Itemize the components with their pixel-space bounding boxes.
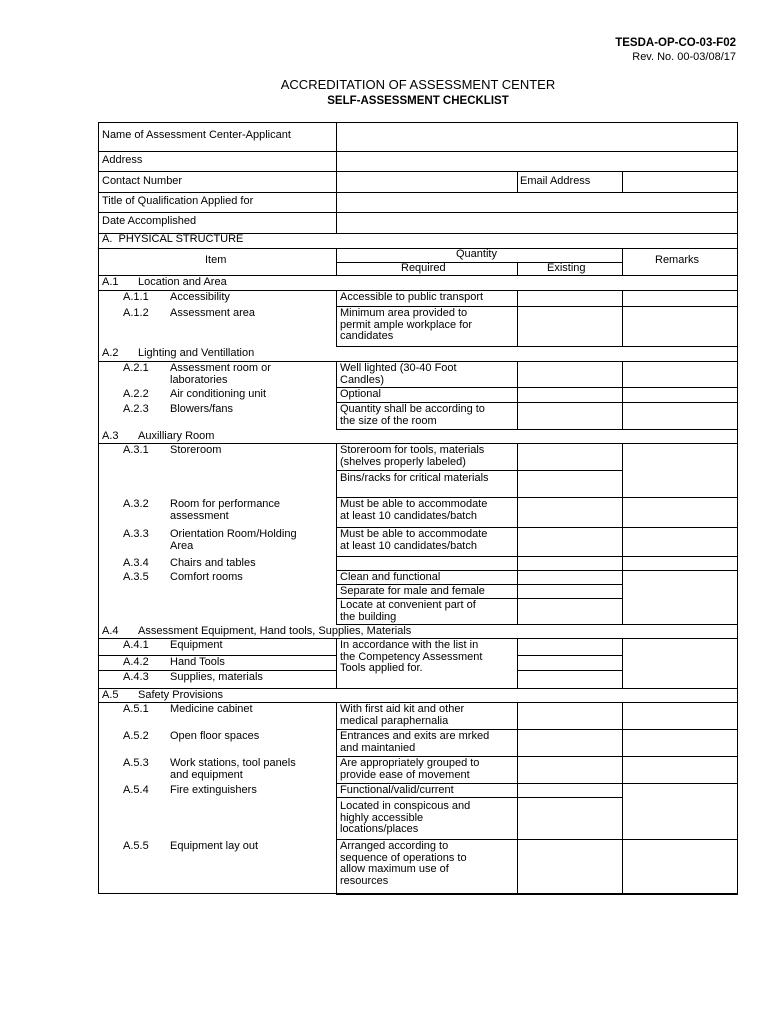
column-line xyxy=(336,570,337,624)
rule-line xyxy=(336,429,738,430)
address-label: Address xyxy=(102,154,143,166)
header-item: Item xyxy=(205,254,227,266)
contact-number-label: Contact Number xyxy=(102,175,183,187)
column-line xyxy=(622,839,623,894)
column-line xyxy=(517,702,518,729)
column-line xyxy=(622,783,623,839)
rule-line xyxy=(336,556,738,557)
item-required: Arranged according to sequence of operations to allow maximum use of resources xyxy=(340,840,467,887)
item-required: Minimum area provided to permit ample workplace for candidates xyxy=(340,307,473,342)
item-code: A.3.5 xyxy=(123,571,149,583)
item-required: Well lighted (30-40 Foot Candles) xyxy=(340,362,457,386)
column-line xyxy=(336,306,337,346)
subsection-title: Assessment Equipment, Hand tools, Supplies, Materials xyxy=(138,625,412,637)
rule-line xyxy=(98,151,738,152)
item-name: Comfort rooms xyxy=(170,571,243,583)
section-a-title: A. PHYSICAL STRUCTURE xyxy=(102,233,244,245)
column-line xyxy=(336,556,337,570)
column-line xyxy=(336,839,337,894)
column-line xyxy=(517,262,518,275)
item-code: A.5.2 xyxy=(123,730,149,742)
subsection-code: A.4 xyxy=(102,625,119,637)
item-required: Locate at convenient part of the building xyxy=(340,599,476,623)
rule-line xyxy=(98,248,738,249)
item-code: A.2.2 xyxy=(123,388,149,400)
subsection-code: A.2 xyxy=(102,347,119,359)
column-line xyxy=(517,290,518,306)
subsection-code: A.3 xyxy=(102,430,119,442)
item-code: A.4.3 xyxy=(123,671,149,683)
column-line xyxy=(336,290,337,306)
item-name: Chairs and tables xyxy=(170,557,256,569)
document-subtitle: SELF-ASSESSMENT CHECKLIST xyxy=(327,95,509,107)
column-line xyxy=(517,387,518,402)
rule-line xyxy=(336,894,738,895)
rule-line xyxy=(98,171,738,172)
item-required: Accessible to public transport xyxy=(340,291,484,303)
qualification-label: Title of Qualification Applied for xyxy=(102,195,254,207)
header-existing: Existing xyxy=(547,262,586,274)
column-line xyxy=(336,729,337,756)
item-code: A.5.5 xyxy=(123,840,149,852)
header-required: Required xyxy=(401,262,446,274)
column-line xyxy=(622,443,623,497)
item-required: Must be able to accommodate at least 10 candidates/batch xyxy=(340,498,488,522)
column-line xyxy=(622,361,623,387)
column-line xyxy=(622,306,623,346)
item-code: A.2.1 xyxy=(123,362,149,374)
item-name: Supplies, materials xyxy=(170,671,263,683)
column-line xyxy=(336,638,337,688)
column-line xyxy=(336,497,337,527)
item-required: Storeroom for tools, materials (shelves properly labeled) xyxy=(340,444,485,468)
subsection-title: Auxilliary Room xyxy=(138,430,215,442)
column-line xyxy=(517,497,518,527)
item-code: A.4.2 xyxy=(123,656,149,668)
form-code: TESDA-OP-CO-03-F02 xyxy=(615,37,736,49)
column-line xyxy=(517,556,518,570)
column-line xyxy=(336,361,337,387)
item-required: Functional/valid/current xyxy=(340,784,454,796)
item-required: Clean and functional xyxy=(340,571,441,583)
column-line xyxy=(517,171,518,192)
rule-line xyxy=(517,655,622,656)
rule-line xyxy=(336,470,622,471)
column-line xyxy=(336,387,337,402)
column-line xyxy=(336,783,337,839)
item-required: Optional xyxy=(340,388,381,400)
column-line xyxy=(517,783,518,839)
header-quantity: Quantity xyxy=(456,248,497,260)
column-line xyxy=(517,756,518,783)
column-line xyxy=(517,402,518,429)
item-code: A.5.1 xyxy=(123,703,149,715)
email-address-label: Email Address xyxy=(520,175,591,187)
item-required: Separate for male and female xyxy=(340,585,485,597)
subsection-title: Lighting and Ventillation xyxy=(138,347,255,359)
item-required: Entrances and exits are mrked and maintanied xyxy=(340,730,490,754)
column-line xyxy=(622,171,623,192)
item-required: In accordance with the list in the Competency Assessment Tools applied for. xyxy=(340,639,483,674)
rule-line xyxy=(336,387,738,388)
column-line xyxy=(517,839,518,894)
column-line xyxy=(622,248,623,275)
column-line xyxy=(622,527,623,556)
subsection-code: A.1 xyxy=(102,276,119,288)
item-code: A.3.1 xyxy=(123,444,149,456)
column-line xyxy=(622,402,623,429)
rule-line xyxy=(336,797,622,798)
item-required: With first aid kit and other medical paraphernalia xyxy=(340,703,465,727)
item-name: Assessment area xyxy=(170,307,255,319)
column-line xyxy=(336,756,337,783)
item-code: A.4.1 xyxy=(123,639,149,651)
applicant-name-label: Name of Assessment Center-Applicant xyxy=(102,129,291,141)
rule-line xyxy=(336,346,738,347)
item-required: Quantity shall be according to the size of the room xyxy=(340,403,485,427)
subsection-title: Safety Provisions xyxy=(138,689,223,701)
column-line xyxy=(622,497,623,527)
column-line xyxy=(517,638,518,688)
column-line xyxy=(517,527,518,556)
column-line xyxy=(622,290,623,306)
item-name: Medicine cabinet xyxy=(170,703,253,715)
item-code: A.1.1 xyxy=(123,291,149,303)
item-required: Must be able to accommodate at least 10 candidates/batch xyxy=(340,528,488,552)
column-line xyxy=(517,729,518,756)
item-name: Work stations, tool panels and equipment xyxy=(170,757,296,781)
document-title: ACCREDITATION OF ASSESSMENT CENTER xyxy=(280,77,556,92)
item-name: Equipment xyxy=(170,639,223,651)
header-remarks: Remarks xyxy=(655,254,700,266)
column-line xyxy=(622,570,623,624)
column-line xyxy=(336,527,337,556)
column-line xyxy=(517,570,518,624)
item-required: Located in conspicous and highly accessible locations/places xyxy=(340,800,471,835)
item-code: A.2.3 xyxy=(123,403,149,415)
item-name: Fire extinguishers xyxy=(170,784,257,796)
item-name: Accessibility xyxy=(170,291,230,303)
column-line xyxy=(622,702,623,729)
column-line xyxy=(336,122,337,233)
item-code: A.3.2 xyxy=(123,498,149,510)
item-name: Blowers/fans xyxy=(170,403,233,415)
rule-line xyxy=(517,670,622,671)
rule-line xyxy=(98,212,738,213)
item-required: Are appropriately grouped to provide ease of movement xyxy=(340,757,480,781)
column-line xyxy=(622,756,623,783)
item-required: Bins/racks for critical materials xyxy=(340,472,489,484)
column-line xyxy=(622,638,623,688)
column-line xyxy=(622,387,623,402)
item-name: Storeroom xyxy=(170,444,222,456)
item-name: Open floor spaces xyxy=(170,730,260,742)
item-code: A.1.2 xyxy=(123,307,149,319)
item-code: A.3.3 xyxy=(123,528,149,540)
subsection-code: A.5 xyxy=(102,689,119,701)
column-line xyxy=(336,702,337,729)
form-revision: Rev. No. 00-03/08/17 xyxy=(632,51,736,63)
item-code: A.3.4 xyxy=(123,557,149,569)
column-line xyxy=(622,729,623,756)
item-code: A.5.3 xyxy=(123,757,149,769)
item-code: A.5.4 xyxy=(123,784,149,796)
date-accomplished-label: Date Accomplished xyxy=(102,215,197,227)
column-line xyxy=(517,361,518,387)
item-name: Assessment room or laboratories xyxy=(170,362,271,386)
item-name: Hand Tools xyxy=(170,656,225,668)
column-line xyxy=(336,402,337,429)
rule-line xyxy=(98,192,738,193)
subsection-title: Location and Area xyxy=(138,276,227,288)
column-line xyxy=(517,306,518,346)
item-name: Air conditioning unit xyxy=(170,388,267,400)
item-name: Equipment lay out xyxy=(170,840,259,852)
column-line xyxy=(622,556,623,570)
item-name: Room for performance assessment xyxy=(170,498,281,522)
item-name: Orientation Room/Holding Area xyxy=(170,528,297,552)
